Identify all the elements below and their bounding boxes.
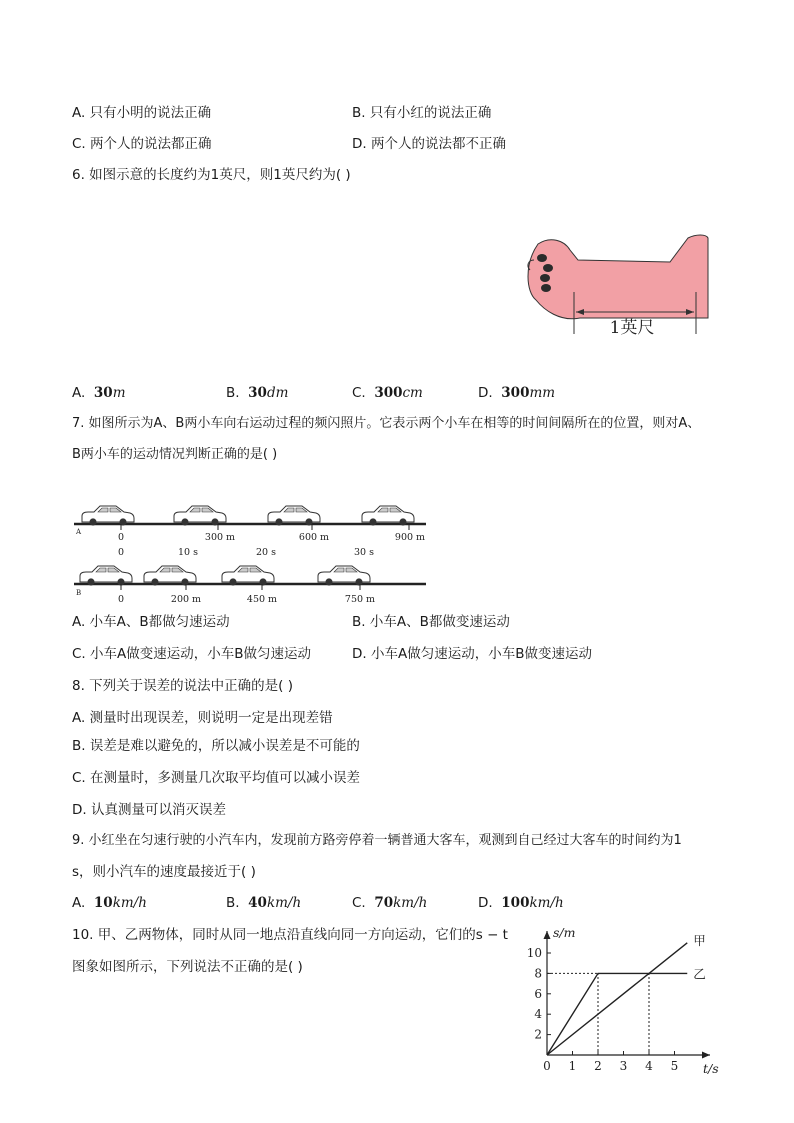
q8-option-d: D. 认真测量可以消灭误差 xyxy=(72,802,226,818)
y-tick-label-0: 2 xyxy=(534,1027,542,1042)
x-tick-label-4: 4 xyxy=(645,1059,653,1073)
q9-option-b: B. 40km/h xyxy=(226,895,302,911)
time-label-1: 10 s xyxy=(178,547,198,558)
time-label-3: 30 s xyxy=(354,547,374,558)
track-a-dist-0: 0 xyxy=(117,532,125,543)
x-tick-label-0: 0 xyxy=(543,1059,551,1073)
q7-option-a: A. 小车A、B都做匀速运动 xyxy=(72,614,230,630)
track-a-dist-2: 600 m xyxy=(298,532,330,543)
series-label-0: 甲 xyxy=(693,932,706,948)
q5-option-a: A. 只有小明的说法正确 xyxy=(72,105,212,121)
knuckle-1 xyxy=(537,254,547,262)
q5-option-b: B. 只有小红的说法正确 xyxy=(352,105,492,121)
x-tick-label-1: 1 xyxy=(568,1059,577,1073)
track-b-letter: B xyxy=(76,589,82,597)
y-tick-label-3: 8 xyxy=(534,966,542,981)
q9-stem-line2: s，则小汽车的速度最接近于( ) xyxy=(72,864,256,880)
knuckle-4 xyxy=(541,284,551,292)
q8-option-a: A. 测量时出现误差，则说明一定是出现差错 xyxy=(72,710,333,726)
x-tick-label-3: 3 xyxy=(619,1059,628,1073)
q5-option-c: C. 两个人的说法都正确 xyxy=(72,136,212,152)
y-tick-label-2: 6 xyxy=(534,986,542,1001)
y-axis-arrow xyxy=(544,931,551,939)
q8-stem: 8. 下列关于误差的说法中正确的是( ) xyxy=(72,678,293,694)
track-a-letter: A xyxy=(76,528,82,536)
time-label-0: 0 xyxy=(117,547,125,558)
figure-label: 1英尺 xyxy=(609,318,655,338)
arm-shape xyxy=(528,235,708,319)
q7-option-c: C. 小车A做变速运动，小车B做匀速运动 xyxy=(72,646,312,662)
q6-option-b: B. 30dm xyxy=(226,385,289,401)
arm-figure xyxy=(520,230,710,340)
s-t-chart xyxy=(520,925,730,1080)
track-a-dist-1: 300 m xyxy=(204,532,236,543)
q9-stem-line1: 9. 小红坐在匀速行驶的小汽车内，发现前方路旁停着一辆普通大客车，观测到自己经过大客车的时间约为1 xyxy=(72,833,682,848)
q7-stem-line1: 7. 如图所示为A、B两小车向右运动过程的频闪照片。它表示两个小车在相等的时间间隔所在的位置，则对A、 xyxy=(72,416,701,431)
knuckle-3 xyxy=(540,274,550,282)
series-line-0 xyxy=(547,943,687,1055)
q6-stem: 6. 如图示意的长度约为1英尺，则1英尺约为( ) xyxy=(72,167,351,183)
track-b-dist-0: 0 xyxy=(117,594,125,605)
q7-option-d: D. 小车A做匀速运动，小车B做变速运动 xyxy=(352,646,592,662)
track-a-dist-3: 900 m xyxy=(394,532,426,543)
knuckle-2 xyxy=(543,264,553,272)
track-b-dist-2: 450 m xyxy=(246,594,278,605)
x-axis-arrow xyxy=(702,1052,710,1059)
q8-option-b: B. 误差是难以避免的，所以减小误差是不可能的 xyxy=(72,738,360,754)
q8-option-c: C. 在测量时，多测量几次取平均值可以减小误差 xyxy=(72,770,361,786)
q5-option-d: D. 两个人的说法都不正确 xyxy=(352,136,506,152)
x-tick-label-5: 5 xyxy=(670,1059,679,1073)
q9-option-a: A. 10km/h xyxy=(72,895,147,911)
car-tracks-figure xyxy=(70,498,440,610)
track-b-dist-1: 200 m xyxy=(170,594,202,605)
y-tick-label-1: 4 xyxy=(534,1007,542,1022)
q10-stem-line1: 10. 甲、乙两物体，同时从同一地点沿直线向同一方向运动，它们的s − t xyxy=(72,927,508,943)
y-axis-label: s/m xyxy=(553,925,576,940)
q7-stem-line2: B两小车的运动情况判断正确的是( ) xyxy=(72,447,278,462)
x-tick-label-2: 2 xyxy=(594,1059,602,1073)
q9-option-d: D. 100km/h xyxy=(478,895,564,911)
track-b-dist-3: 750 m xyxy=(344,594,376,605)
series-label-1: 乙 xyxy=(693,966,706,982)
q6-option-a: A. 30m xyxy=(72,385,126,401)
q7-option-b: B. 小车A、B都做变速运动 xyxy=(352,614,510,630)
series-line-1 xyxy=(547,973,687,1055)
y-tick-label-4: 10 xyxy=(526,946,542,960)
q6-option-d: D. 300mm xyxy=(478,385,556,401)
q10-stem-line2: 图象如图所示，下列说法不正确的是( ) xyxy=(72,959,303,975)
time-label-2: 20 s xyxy=(256,547,276,558)
x-axis-label: t/s xyxy=(703,1061,719,1076)
q9-option-c: C. 70km/h xyxy=(352,895,428,911)
q6-option-c: C. 300cm xyxy=(352,385,423,401)
